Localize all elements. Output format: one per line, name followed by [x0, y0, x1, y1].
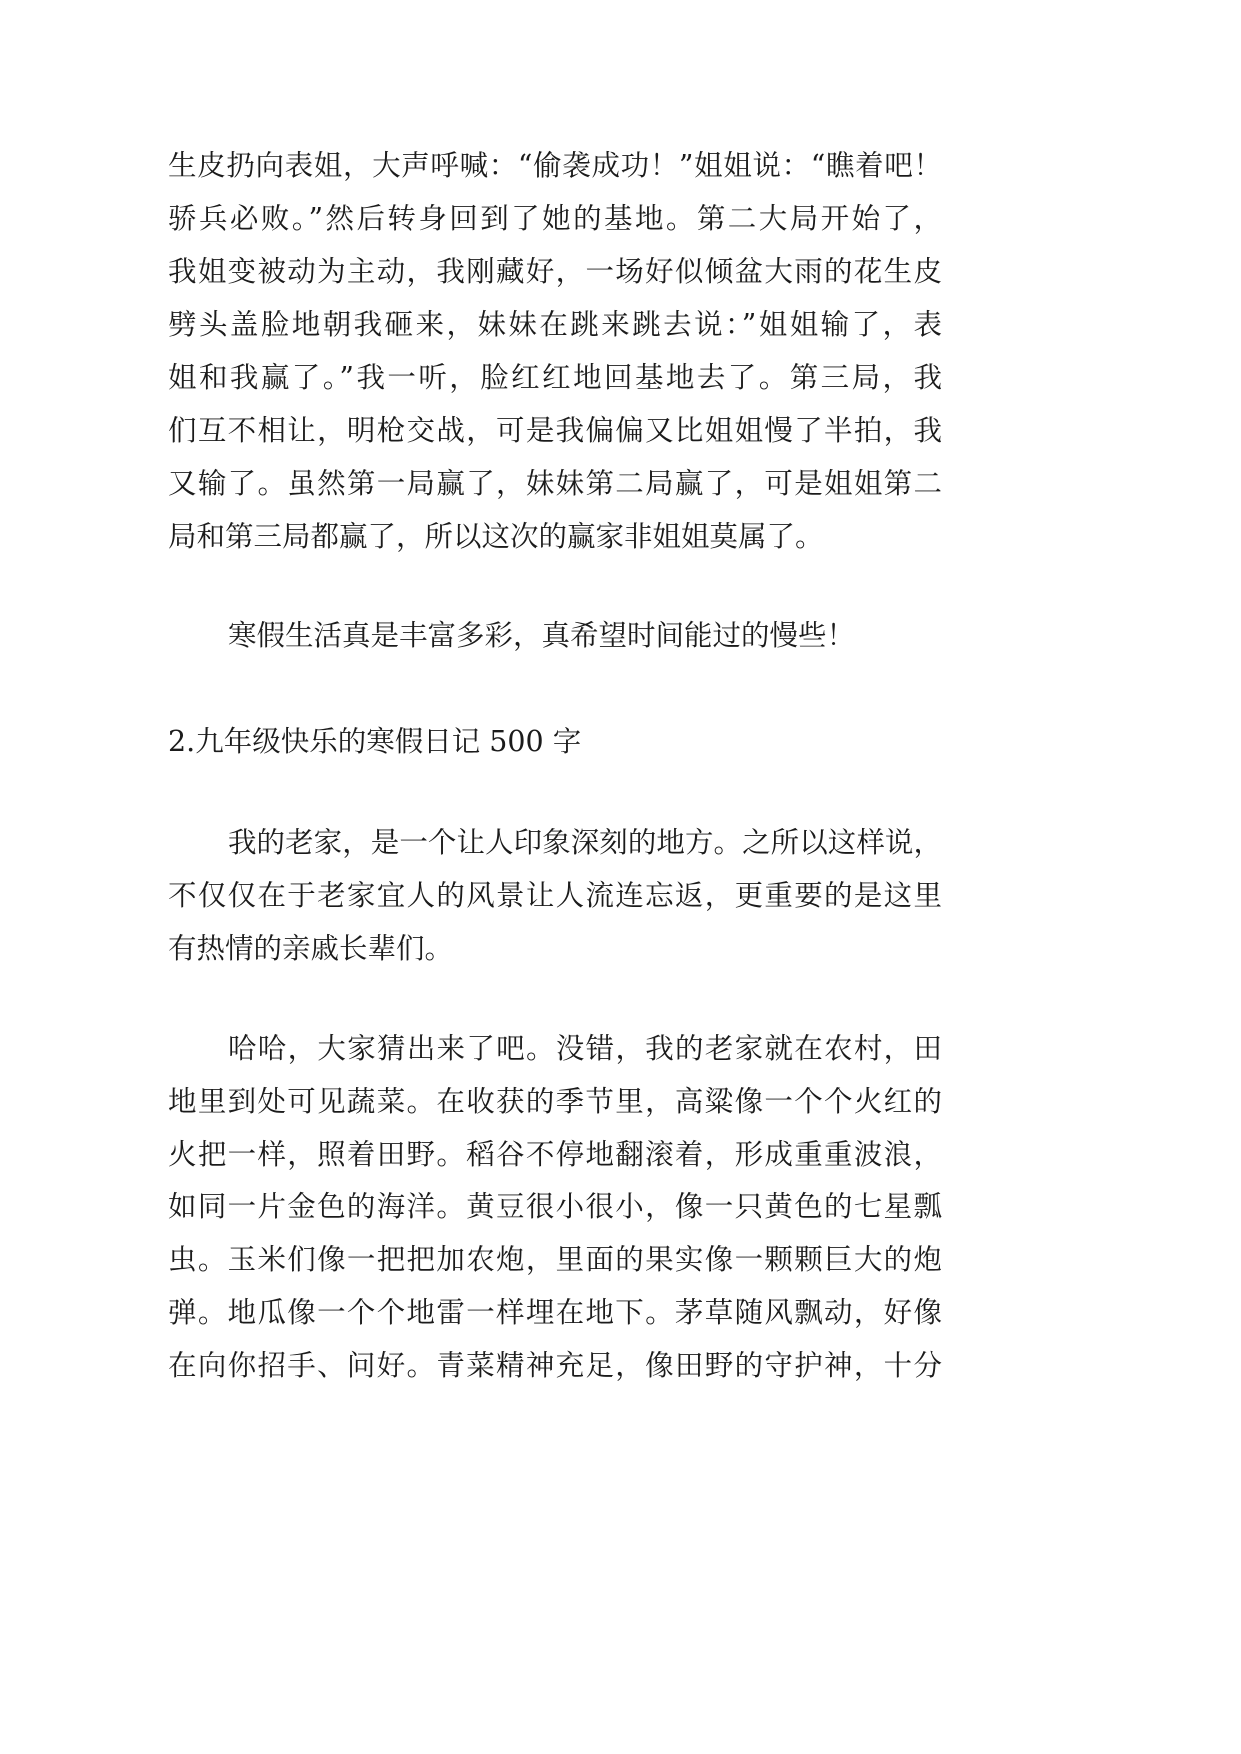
text-line: 如同一片金色的海洋。黄豆很小很小，像一只黄色的七星瓢: [168, 1190, 942, 1224]
paragraph-continuation: [168, 139, 942, 563]
text-line: 骄兵必败。”然后转身回到了她的基地。第二大局开始了，: [168, 202, 942, 235]
paragraph: [168, 816, 942, 975]
text-line: 局和第三局都赢了，所以这次的赢家非姐姐莫属了。: [168, 520, 824, 553]
text-line: 们互不相让，明枪交战，可是我偏偏又比姐姐慢了半拍，我: [168, 414, 942, 447]
text-line: 有热情的亲戚长辈们。: [168, 932, 454, 965]
paragraph: [168, 609, 942, 662]
text-line: 火把一样，照着田野。稻谷不停地翻滚着，形成重重波浪，: [168, 1137, 942, 1171]
paragraph: [168, 1023, 942, 1393]
text-line: 姐和我赢了。”我一听，脸红红地回基地去了。第三局，我: [168, 361, 942, 394]
text-line: 我的老家，是一个让人印象深刻的地方。之所以这样说，: [228, 826, 942, 859]
text-line: 哈哈，大家猜出来了吧。没错，我的老家就在农村，田: [228, 1032, 942, 1065]
text-line: 又输了。虽然第一局赢了，妹妹第二局赢了，可是姐姐第二: [168, 467, 942, 500]
text-line: 弹。地瓜像一个个地雷一样埋在地下。茅草随风飘动，好像: [168, 1295, 942, 1329]
text-line: 寒假生活真是丰富多彩，真希望时间能过的慢些！: [228, 619, 856, 652]
text-line: 不仅仅在于老家宜人的风景让人流连忘返，更重要的是这里: [168, 879, 942, 912]
text-line: 我姐变被动为主动，我刚藏好，一场好似倾盆大雨的花生皮: [168, 255, 942, 288]
text-line: 在向你招手、问好。青菜精神充足，像田野的守护神，十分: [168, 1348, 942, 1382]
text-line: 地里到处可见蔬菜。在收获的季节里，高粱像一个个火红的: [168, 1084, 942, 1118]
text-line: 劈头盖脸地朝我砸来，妹妹在跳来跳去说：”姐姐输了，表: [168, 308, 942, 341]
text-line: 虫。玉米们像一把把加农炮，里面的果实像一颗颗巨大的炮: [168, 1243, 942, 1277]
section-heading: [168, 715, 942, 768]
text-line: 生皮扔向表姐，大声呼喊：“偷袭成功！”姐姐说：“瞧着吧！: [168, 149, 942, 182]
section-heading-text: 2.九年级快乐的寒假日记 500 字: [168, 725, 582, 758]
